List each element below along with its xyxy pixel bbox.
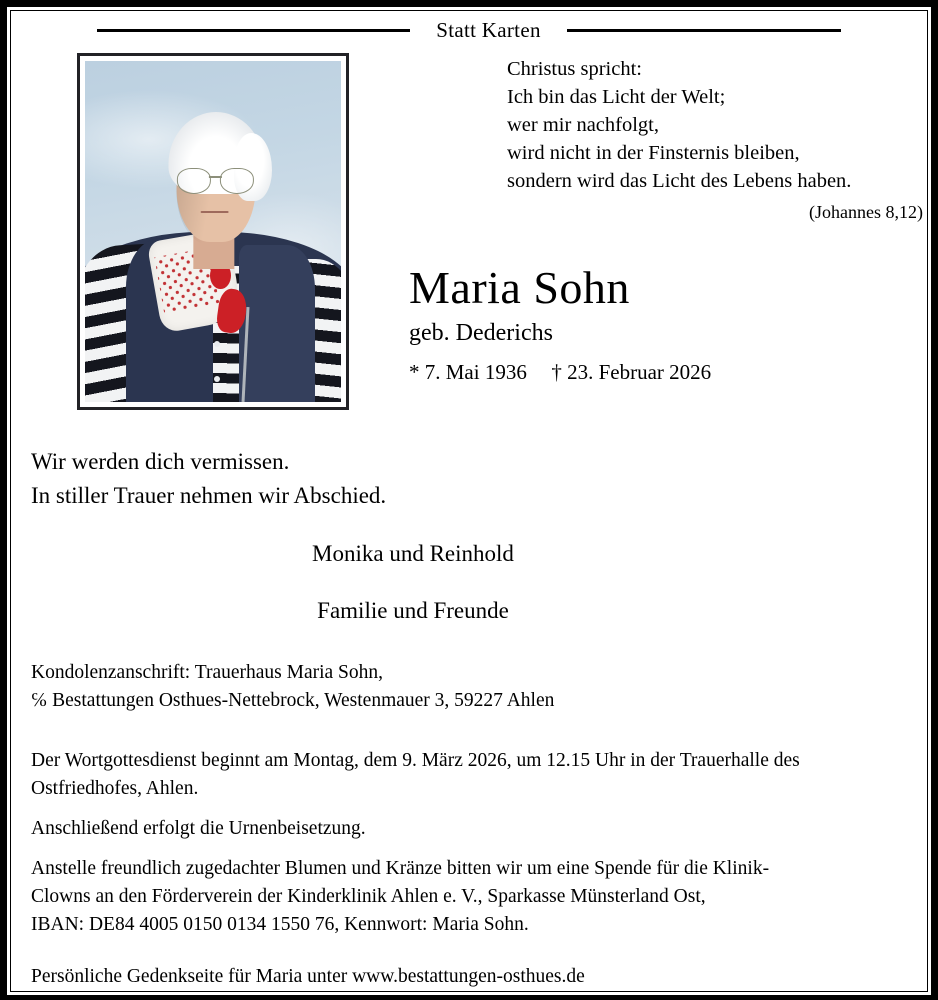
birth-date: 7. Mai 1936 [424, 360, 527, 384]
condolence-address [31, 659, 554, 715]
verse-line: wer mir nachfolgt, [507, 114, 659, 136]
eyeglass-lens-left [177, 168, 211, 194]
bible-verse [507, 55, 927, 226]
verse-line: Ich bin das Licht der Welt; [507, 86, 726, 108]
mourning-line: Wir werden dich vermissen. [31, 449, 290, 474]
life-dates [409, 357, 929, 387]
donation-line: Clowns an den Förderverein der Kinderklinik Ahlen e. V., Sparkasse Münsterland Ost, [31, 886, 706, 907]
survivors-secondary: Familie und Freunde [317, 598, 509, 623]
death-symbol: † [551, 360, 562, 384]
survivors-block [7, 541, 931, 624]
deceased-name: Maria Sohn [409, 262, 630, 313]
death-date: 23. Februar 2026 [567, 360, 712, 384]
vest-button [214, 376, 220, 382]
deceased-identity-block [409, 260, 929, 387]
eyeglass-bridge [209, 176, 221, 178]
condolence-line: ℅ Bestattungen Osthues-Nettebrock, Westenmauer 3, 59227 Ahlen [31, 690, 555, 711]
eyeglass-lens-right [219, 168, 253, 194]
portrait-photo [85, 61, 341, 402]
notice-header [7, 13, 931, 47]
mourning-message [31, 445, 386, 513]
portrait-photo-frame [77, 53, 349, 410]
service-paragraph: Anschließend erfolgt die Urnenbeisetzung. [31, 818, 366, 839]
survivors-primary: Monika und Reinhold [312, 541, 514, 566]
header-rule-right [567, 29, 841, 32]
service-paragraph: Der Wortgottesdienst beginnt am Montag, dem 9. März 2026, um 12.15 Uhr in der Trauerhalle des Ostfriedhofes, Ahlen. [31, 750, 800, 799]
service-details [31, 747, 907, 843]
eyeglasses-icon [177, 168, 254, 192]
donation-iban-line: IBAN: DE84 4005 0150 0134 1550 76, Kennwort: Maria Sohn. [31, 914, 529, 935]
verse-line: sondern wird das Licht des Lebens haben. [507, 170, 852, 192]
donation-line: Anstelle freundlich zugedachter Blumen und Kränze bitten wir um eine Spende für die Klinik- [31, 858, 770, 879]
deceased-maiden-name: geb. Dederichs [409, 320, 553, 346]
verse-line: wird nicht in der Finsternis bleiben, [507, 142, 800, 164]
memorial-page-link: Persönliche Gedenkseite für Maria unter www.bestattungen-osthues.de [31, 966, 585, 987]
vest-right-panel [239, 245, 316, 402]
header-rule-left [97, 29, 410, 32]
condolence-line: Kondolenzanschrift: Trauerhaus Maria Sohn, [31, 662, 384, 683]
header-title: Statt Karten [436, 17, 541, 42]
verse-reference: (Johannes 8,12) [809, 202, 923, 222]
birth-symbol: * [409, 360, 420, 384]
mourning-line: In stiller Trauer nehmen wir Abschied. [31, 483, 387, 508]
verse-line: Christus spricht: [507, 58, 642, 80]
donation-request [31, 855, 915, 939]
